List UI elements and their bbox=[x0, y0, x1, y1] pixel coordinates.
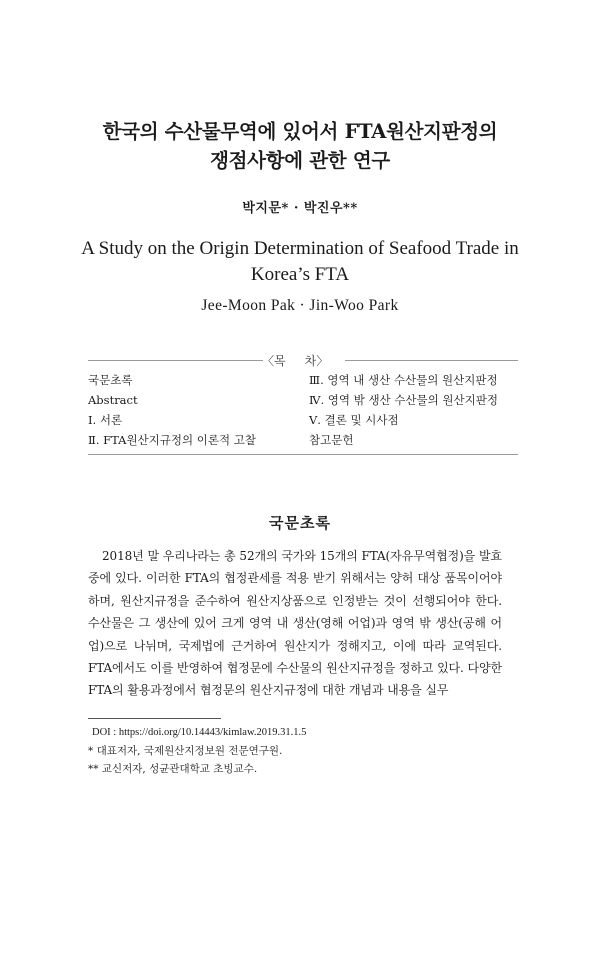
korean-title-line-1: 한국의 수산물무역에 있어서 FTA원산지판정의 bbox=[102, 120, 498, 143]
english-authors: Jee-Moon Pak · Jin-Woo Park bbox=[201, 297, 399, 314]
english-title bbox=[0, 236, 600, 288]
toc-item: Ⅴ. 결론 및 시사점 bbox=[309, 413, 399, 427]
toc-heading: 〈목 차〉 bbox=[262, 354, 329, 368]
author-footnote-1: * 대표저자, 국제원산지정보원 전문연구원. bbox=[88, 745, 283, 757]
abstract-section-title: 국문초록 bbox=[269, 514, 331, 532]
korean-title-line-2: 쟁점사항에 관한 연구 bbox=[210, 149, 390, 172]
toc-item: Abstract bbox=[88, 393, 138, 407]
korean-authors: 박지문* · 박진우** bbox=[242, 201, 358, 216]
abstract-body bbox=[88, 545, 502, 702]
toc-item: Ⅱ. FTA원산지규정의 이론적 고찰 bbox=[88, 433, 256, 447]
author-footnote-2: ** 교신저자, 성균관대학교 초빙교수. bbox=[88, 763, 258, 775]
toc-left-column bbox=[88, 370, 256, 450]
table-of-contents bbox=[88, 354, 518, 455]
footnotes bbox=[88, 724, 306, 778]
english-title-line-2: Korea’s FTA bbox=[250, 264, 350, 285]
toc-item: Ⅲ. 영역 내 생산 수산물의 원산지판정 bbox=[309, 373, 498, 387]
korean-title bbox=[0, 117, 600, 175]
toc-item: 국문초록 bbox=[88, 373, 133, 387]
toc-item: Ⅰ. 서론 bbox=[88, 413, 123, 427]
doi-footnote: DOI : https://doi.org/10.14443/kimlaw.2019.31.1.5 bbox=[92, 727, 307, 738]
toc-item: Ⅳ. 영역 밖 생산 수산물의 원산지판정 bbox=[309, 393, 498, 407]
abstract-paragraph: 2018년 말 우리나라는 총 52개의 국가와 15개의 FTA(자유무역협정)을 발효 중에 있다. 이러한 FTA의 협정관세를 적용 받기 위해서는 양허 대상 품목이어야 하며, 원산지규정을 준수하여 원산지상품으로 인정받는 것이 선행되어야 한다. 수산물은 그 생산에 있어 크게 영역 내 생산(영해 어업)과 영역 밖 생산(공해 어업)으로 나뉘며, 국제법에 근거하여 원산지가 정해지고, 이에 따라 교역된다. FTA에서도 이를 반영하여 협정문에 수산물의 원산지규정을 정하고 있다. 다양한 FTA의 활용과정에서 협정문의 원산지규정에 대한 개념과 내용을 실무 bbox=[88, 549, 502, 698]
english-title-line-1: A Study on the Origin Determination of Seafood Trade in bbox=[81, 238, 519, 259]
toc-item: 참고문헌 bbox=[309, 433, 354, 447]
toc-right-column bbox=[309, 370, 498, 450]
toc-top-rule-right bbox=[345, 360, 518, 361]
footnote-rule bbox=[88, 718, 221, 719]
toc-top-rule-left bbox=[88, 360, 263, 361]
